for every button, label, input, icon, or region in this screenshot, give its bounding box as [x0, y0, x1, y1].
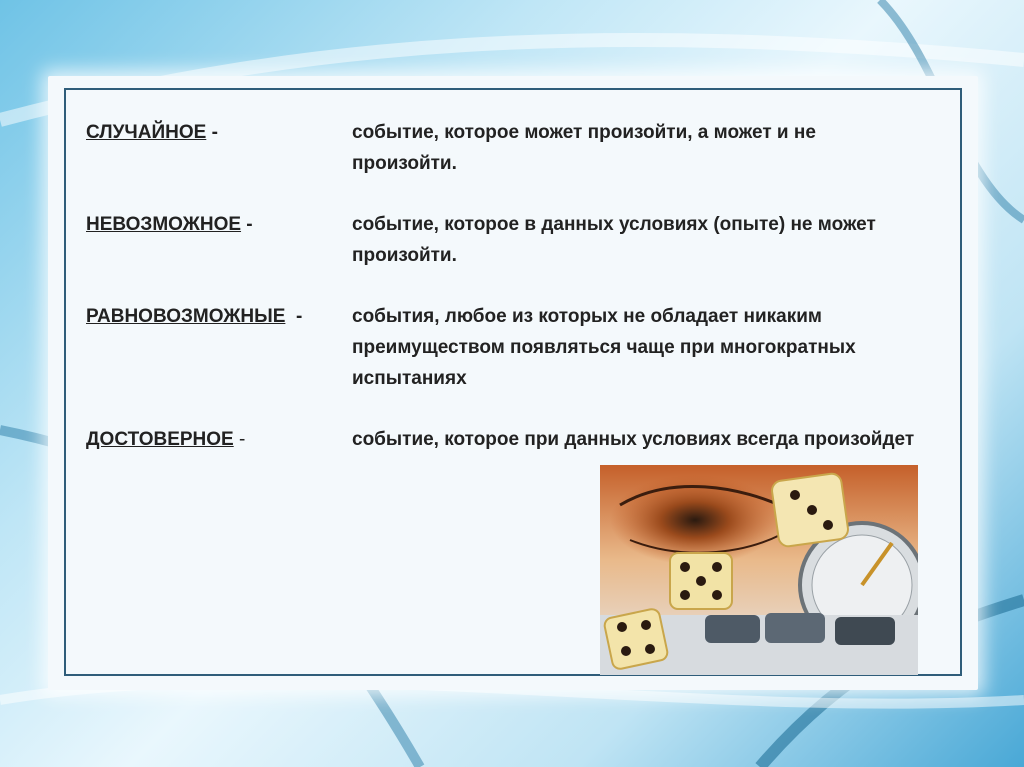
- term-definition: событие, которое может произойти, а может и не произойти.: [352, 122, 816, 174]
- term-definition: событие, которое при данных условиях всегда произойдет: [352, 429, 915, 450]
- term-label: [86, 209, 253, 240]
- photo-illustration: [600, 465, 918, 675]
- term-label: [86, 301, 302, 332]
- term-word: НЕВОЗМОЖНОЕ: [86, 214, 242, 235]
- term-dash: -: [241, 214, 253, 235]
- term-word: СЛУЧАЙНОЕ: [86, 122, 207, 143]
- term-label: [86, 424, 245, 455]
- term-dash: -: [285, 306, 303, 327]
- term-definition: события, любое из которых не обладает никаким преимуществом появляться чаще при многократных испытаниях: [352, 306, 856, 389]
- dice-and-speedometer-photo: [600, 465, 918, 675]
- term-definition: событие, которое в данных условиях (опыте) не может произойти.: [352, 214, 876, 266]
- term-dash: -: [206, 122, 218, 143]
- term-label: [86, 117, 218, 148]
- term-word: РАВНОВОЗМОЖНЫЕ: [86, 306, 286, 327]
- term-word: ДОСТОВЕРНОЕ: [86, 429, 234, 450]
- term-dash: -: [233, 429, 246, 450]
